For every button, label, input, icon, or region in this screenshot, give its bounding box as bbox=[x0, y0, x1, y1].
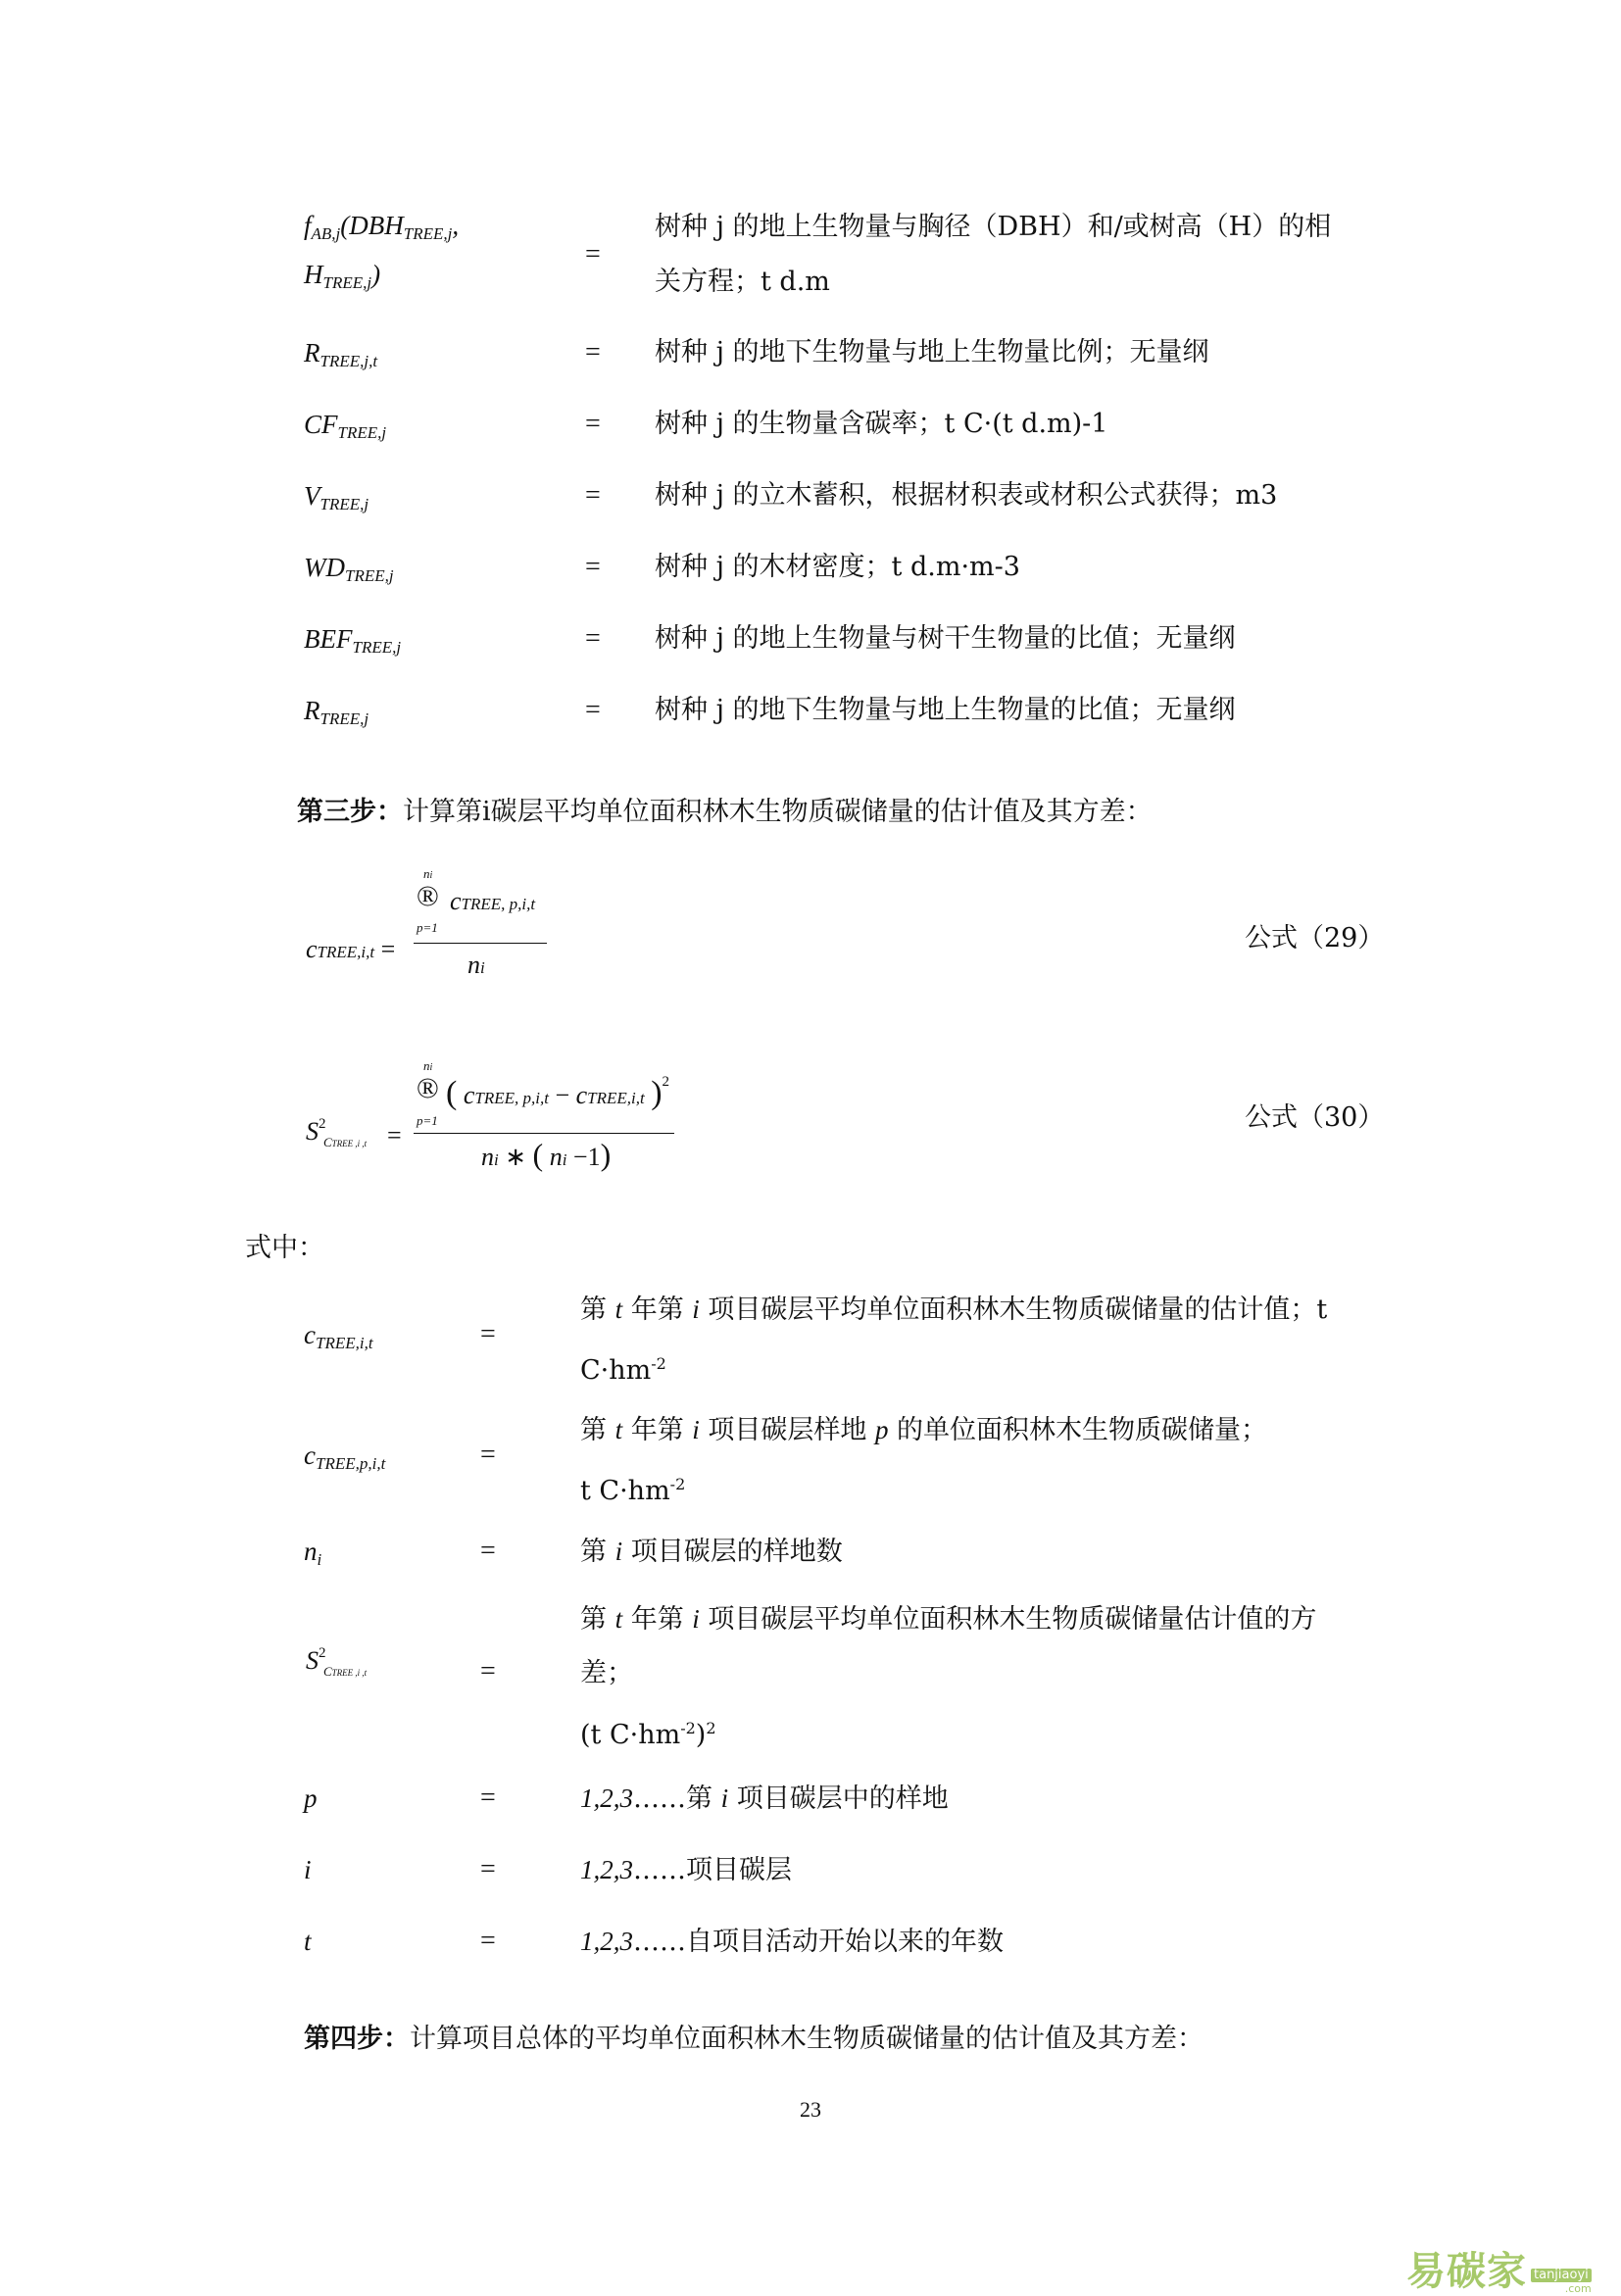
page-number: 23 bbox=[800, 2097, 821, 2122]
step4-text: 计算项目总体的平均单位面积林木生物质碳储量的估计值及其方差： bbox=[410, 2024, 1203, 2054]
equals-sign: = bbox=[585, 337, 601, 367]
definition-text: 树种 j 的地下生物量与地上生物量比例；无量纲 bbox=[655, 337, 1209, 367]
summation-symbol: ® bbox=[417, 880, 439, 912]
formula30-numerator: ( cTREE, p,i,t − cTREE,i,t )$^2$ bbox=[446, 1074, 670, 1111]
equals-sign: = bbox=[480, 1854, 496, 1884]
equals-sign: = bbox=[480, 1783, 496, 1813]
definition-text: $C\cdot hm^{-2}$ bbox=[580, 1354, 666, 1386]
equals-sign: = bbox=[585, 480, 601, 511]
watermark-suffix: .com bbox=[1564, 2282, 1592, 2295]
symbol-s2-subscript: CTREE ,i ,t bbox=[323, 1664, 368, 1679]
symbol-v-tree: $V_{TREE,j}$ bbox=[304, 481, 369, 513]
formula30-lhs-subscript: CTREE ,i ,t bbox=[323, 1135, 368, 1149]
definition-text: 第 t 年第 i 项目碳层样地 p 的单位面积林木生物质碳储量； bbox=[580, 1415, 1268, 1445]
definition-text: 1,2,3……项目碳层 bbox=[580, 1855, 792, 1885]
definition-text: 树种 j 的地下生物量与地上生物量的比值；无量纲 bbox=[655, 695, 1236, 725]
watermark-domain: tanjiaoyi bbox=[1531, 2269, 1592, 2282]
definition-text: t $C\cdot hm^{-2}$ bbox=[580, 1475, 686, 1506]
equals-sign: = bbox=[585, 409, 601, 439]
symbol-n-i: $n_i$ bbox=[304, 1537, 322, 1569]
definition-text: 树种 j 的地上生物量与树干生物量的比值；无量纲 bbox=[655, 623, 1236, 654]
symbol-wd-tree: $WD_{TREE,j}$ bbox=[304, 553, 394, 585]
symbol-t: t bbox=[304, 1927, 312, 1956]
definition-text: (t $C\cdot hm^{-2})^2$ bbox=[580, 1719, 716, 1750]
equals-sign: = bbox=[480, 1440, 496, 1470]
watermark-brand: 易碳家 bbox=[1406, 2249, 1527, 2294]
definition-text: 树种 j 的地上生物量与胸径（DBH）和/或树高（H）的相 bbox=[655, 212, 1332, 242]
step4-heading bbox=[304, 2017, 1203, 2055]
formula29-sum-bottom: p=1 bbox=[417, 920, 438, 935]
fraction-bar bbox=[414, 943, 547, 944]
formula29-lhs: cTREE,i,t = bbox=[306, 935, 396, 963]
definition-text: 第 t 年第 i 项目碳层平均单位面积林木生物质碳储量的估计值；t bbox=[580, 1295, 1328, 1325]
symbol-h-tree: $H_{TREE,j}$) bbox=[304, 260, 381, 292]
definition-text: 1,2,3……自项目活动开始以来的年数 bbox=[580, 1927, 1004, 1957]
step4-label: 第四步： bbox=[304, 2024, 410, 2054]
watermark-logo bbox=[1406, 2240, 1592, 2296]
formula29-numerator: cTREE, p,i,t bbox=[450, 887, 536, 915]
formula29-sum-top: ni bbox=[423, 866, 433, 881]
equals-sign: = bbox=[585, 552, 601, 582]
formula30-denominator: ni ∗ ( ni −1) bbox=[481, 1137, 612, 1172]
equals-sign: = bbox=[480, 1926, 496, 1956]
definition-text: 树种 j 的立木蓄积，根据材积表或材积公式获得；m3 bbox=[655, 480, 1278, 511]
symbol-c-tree-it: $c_{TREE,i,t}$ bbox=[304, 1320, 373, 1352]
formula30-lhs: $S^2$ bbox=[306, 1116, 326, 1146]
definition-text: 1,2,3……第 i 项目碳层中的样地 bbox=[580, 1783, 949, 1814]
fraction-bar bbox=[414, 1133, 674, 1134]
definition-text: 树种 j 的生物量含碳率；t C·(t d.m)-1 bbox=[655, 409, 1108, 439]
formula30-number: 公式（30） bbox=[1245, 1102, 1385, 1133]
equals-sign: = bbox=[585, 695, 601, 725]
step3-heading bbox=[297, 790, 1153, 828]
symbol-bef-tree: $BEF_{TREE,j}$ bbox=[304, 624, 402, 657]
summation-symbol: ® bbox=[417, 1072, 439, 1104]
equals-sign: = bbox=[480, 1656, 496, 1686]
equals-sign: = bbox=[585, 623, 601, 654]
where-label: 式中： bbox=[245, 1233, 324, 1263]
symbol-r-tree-j: $R_{TREE,j}$ bbox=[304, 696, 369, 728]
definition-text: 第 t 年第 i 项目碳层平均单位面积林木生物质碳储量估计值的方 bbox=[580, 1604, 1317, 1635]
definition-text: 第 i 项目碳层的样地数 bbox=[580, 1537, 843, 1567]
equals-sign: = bbox=[480, 1536, 496, 1566]
symbol-cf-tree: $CF_{TREE,j}$ bbox=[304, 410, 387, 442]
formula30-sum-bottom: p=1 bbox=[417, 1113, 438, 1128]
definition-text: 树种 j 的木材密度；t d.m·m-3 bbox=[655, 552, 1020, 582]
symbol-r-tree-jt: $R_{TREE,j,t}$ bbox=[304, 338, 378, 370]
formula30-sum-top: ni bbox=[423, 1058, 433, 1073]
symbol-i: i bbox=[304, 1855, 312, 1884]
step3-label: 第三步： bbox=[297, 797, 403, 827]
definition-text: 关方程；t d.m bbox=[655, 267, 830, 297]
equals-sign: = bbox=[585, 239, 601, 269]
symbol-f-ab: $f_{AB,j}(DBH_{TREE,j}$, bbox=[304, 211, 460, 243]
formula29-denominator: ni bbox=[467, 951, 485, 979]
formula29-number: 公式（29） bbox=[1245, 923, 1385, 953]
step3-text: 计算第i碳层平均单位面积林木生物质碳储量的估计值及其方差： bbox=[403, 797, 1153, 827]
symbol-p: p bbox=[304, 1783, 318, 1813]
equals-sign: = bbox=[387, 1121, 402, 1149]
symbol-s2: $S^2$ bbox=[306, 1645, 326, 1675]
definition-text: 差； bbox=[580, 1658, 633, 1688]
equals-sign: = bbox=[480, 1319, 496, 1349]
symbol-c-tree-pit: $c_{TREE,p,i,t}$ bbox=[304, 1441, 386, 1473]
